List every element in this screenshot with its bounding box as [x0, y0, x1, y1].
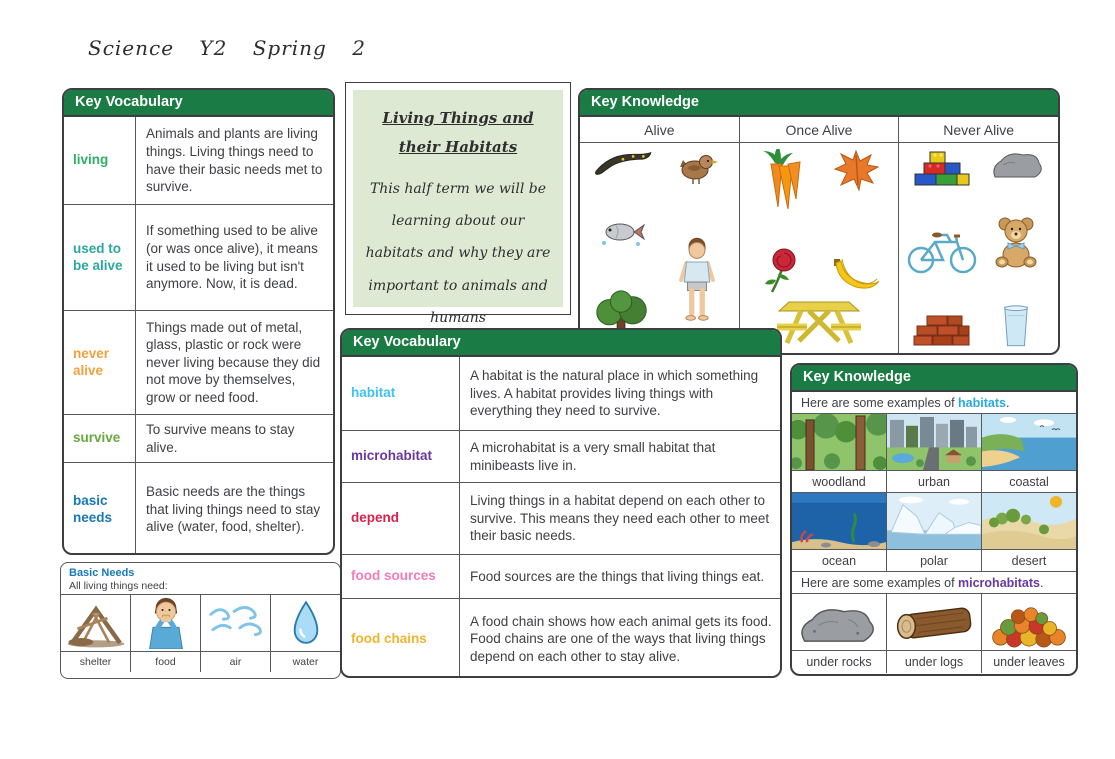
rock-icon: [989, 149, 1043, 181]
vocab-term: basic needs: [64, 463, 136, 555]
column-header-never-alive: Never Alive: [943, 121, 1015, 138]
habitat-examples-panel: [790, 363, 1078, 676]
habitat-vocabulary-header: Key Vocabulary: [342, 330, 780, 357]
teddy-bear-icon: [992, 216, 1040, 270]
never-alive-images-cell: [899, 143, 1058, 354]
bird-icon: [676, 149, 718, 185]
vocab-term: living: [64, 117, 136, 204]
table-row: [342, 483, 780, 555]
vocab-definition: Things made out of metal, glass, plastic or rock were never living because they did not move by themselves, grow or need food.: [146, 319, 321, 405]
sorting-column-headers: [580, 117, 1058, 143]
habitats-highlight: habitats: [958, 396, 1006, 410]
vocab-term: food chains: [342, 599, 460, 678]
coastal-label: coastal: [1009, 474, 1049, 489]
topic-description: This half term we will be learning about our habitats and why they are important to animals and humans: [365, 181, 551, 326]
topic-intro-box: [345, 82, 571, 326]
under-leaves-label: under leaves: [993, 655, 1065, 669]
vocab-definition: Living things in a habitat depend on each other to survive. This means they need each other to meet their basic needs.: [470, 493, 770, 544]
vocab-term: depend: [342, 483, 460, 554]
boy-eating-icon: [131, 595, 201, 651]
habitat-scenes-row-2: [792, 493, 1076, 550]
vocab-definition: To survive means to stay alive.: [146, 421, 295, 455]
microhabitat-labels-row: [792, 651, 1076, 673]
basic-needs-title: Basic Needs: [69, 567, 135, 579]
food-label: food: [131, 652, 201, 672]
under-logs-image: [887, 594, 982, 650]
column-header-once-alive: Once Alive: [740, 117, 900, 142]
newt-icon: [590, 149, 654, 175]
basic-needs-images-row: [61, 594, 340, 652]
vocab-definition: Basic needs are the things that living things need to stay alive (water, food, shelter).: [146, 484, 321, 535]
once-alive-images-cell: [740, 143, 900, 354]
vocab-term: used to be alive: [64, 205, 136, 310]
sorting-table-body: [580, 143, 1058, 354]
urban-image: [887, 414, 982, 470]
shelter-label: shelter: [61, 652, 131, 672]
toy-bricks-icon: [913, 149, 971, 187]
bicycle-icon: [905, 227, 979, 275]
glass-of-water-icon: [1001, 304, 1031, 348]
water-droplet-icon: [271, 595, 340, 651]
vocab-definition: Animals and plants are living things. Living things need to have their basic needs met to survive.: [146, 126, 323, 195]
vocab-definition: A habitat is the natural place in which something lives. A habitat provides living things with everything they need to survive.: [470, 368, 759, 419]
alive-images-cell: [580, 143, 740, 354]
left-vocabulary-panel: [62, 88, 335, 555]
microhabitats-highlight: microhabitats: [958, 576, 1040, 590]
under-rocks-image: [792, 594, 887, 650]
habitats-intro-text: Here are some examples of habitats.: [792, 392, 1076, 414]
habitat-labels-row-1: [792, 471, 1076, 493]
water-label: water: [292, 656, 319, 668]
coastal-image: [982, 414, 1076, 470]
wind-swirls-icon: [201, 595, 271, 651]
topic-title: Living Things and their Habitats: [382, 109, 534, 156]
vocab-term: food sources: [342, 555, 460, 598]
polar-label: polar: [887, 550, 982, 571]
table-row: [64, 415, 333, 463]
polar-image: [887, 493, 982, 549]
table-row: [342, 357, 780, 431]
habitat-labels-row-2: [792, 550, 1076, 572]
vocab-definition: If something used to be alive (or was once alive), it means it used to be living but isn't anymore. Now, it is dead.: [146, 223, 318, 292]
vocab-definition: A microhabitat is a very small habitat that minibeasts live in.: [470, 439, 716, 473]
vocab-term: never alive: [64, 311, 136, 414]
carrots-icon: [761, 149, 803, 211]
table-row: [64, 205, 333, 311]
urban-label: urban: [887, 471, 982, 492]
vocab-definition: A food chain shows how each animal gets its food. Food chains are one of the ways that living things depend on each other to stay alive.: [470, 613, 772, 664]
table-row: [342, 555, 780, 599]
desert-image: [982, 493, 1076, 549]
table-row: [64, 311, 333, 415]
topic-intro-inner: [353, 90, 563, 326]
ocean-label: ocean: [792, 550, 887, 571]
vocab-definition: Food sources are the things that living things eat.: [470, 568, 765, 584]
page-title: Science Y2 Spring 2: [88, 36, 366, 60]
sorting-knowledge-panel: [578, 88, 1060, 355]
left-vocabulary-header: Key Vocabulary: [64, 90, 333, 117]
basic-needs-panel: [60, 562, 341, 679]
basic-needs-subtitle: All living things need:: [69, 580, 168, 592]
air-label: air: [201, 652, 271, 672]
fish-icon: [598, 218, 646, 248]
woodland-label: woodland: [792, 471, 887, 492]
habitat-scenes-row-1: [792, 414, 1076, 471]
microhabitats-intro-text: Here are some examples of microhabitats.: [792, 572, 1076, 594]
woodland-image: [792, 414, 887, 470]
desert-label: desert: [1011, 553, 1047, 568]
vocab-term: survive: [64, 415, 136, 462]
habitat-vocabulary-panel: [340, 328, 782, 678]
column-header-alive: Alive: [580, 117, 740, 142]
table-row: [64, 463, 333, 555]
rose-icon: [762, 247, 802, 293]
vocab-term: microhabitat: [342, 431, 460, 482]
table-row: [342, 599, 780, 678]
ocean-image: [792, 493, 887, 549]
basic-needs-labels-row: [61, 652, 340, 672]
under-rocks-label: under rocks: [792, 651, 887, 673]
table-row: [342, 431, 780, 483]
stick-shelter-icon: [61, 595, 131, 651]
vocab-term: habitat: [342, 357, 460, 430]
under-logs-label: under logs: [887, 651, 982, 673]
microhabitat-scenes-row: [792, 594, 1076, 651]
under-leaves-image: [982, 594, 1076, 650]
sorting-knowledge-header: Key Knowledge: [580, 90, 1058, 117]
bananas-icon: [832, 255, 880, 293]
autumn-leaf-icon: [833, 149, 879, 191]
brick-wall-icon: [913, 314, 971, 348]
habitat-examples-header: Key Knowledge: [792, 365, 1076, 392]
table-row: [64, 117, 333, 205]
